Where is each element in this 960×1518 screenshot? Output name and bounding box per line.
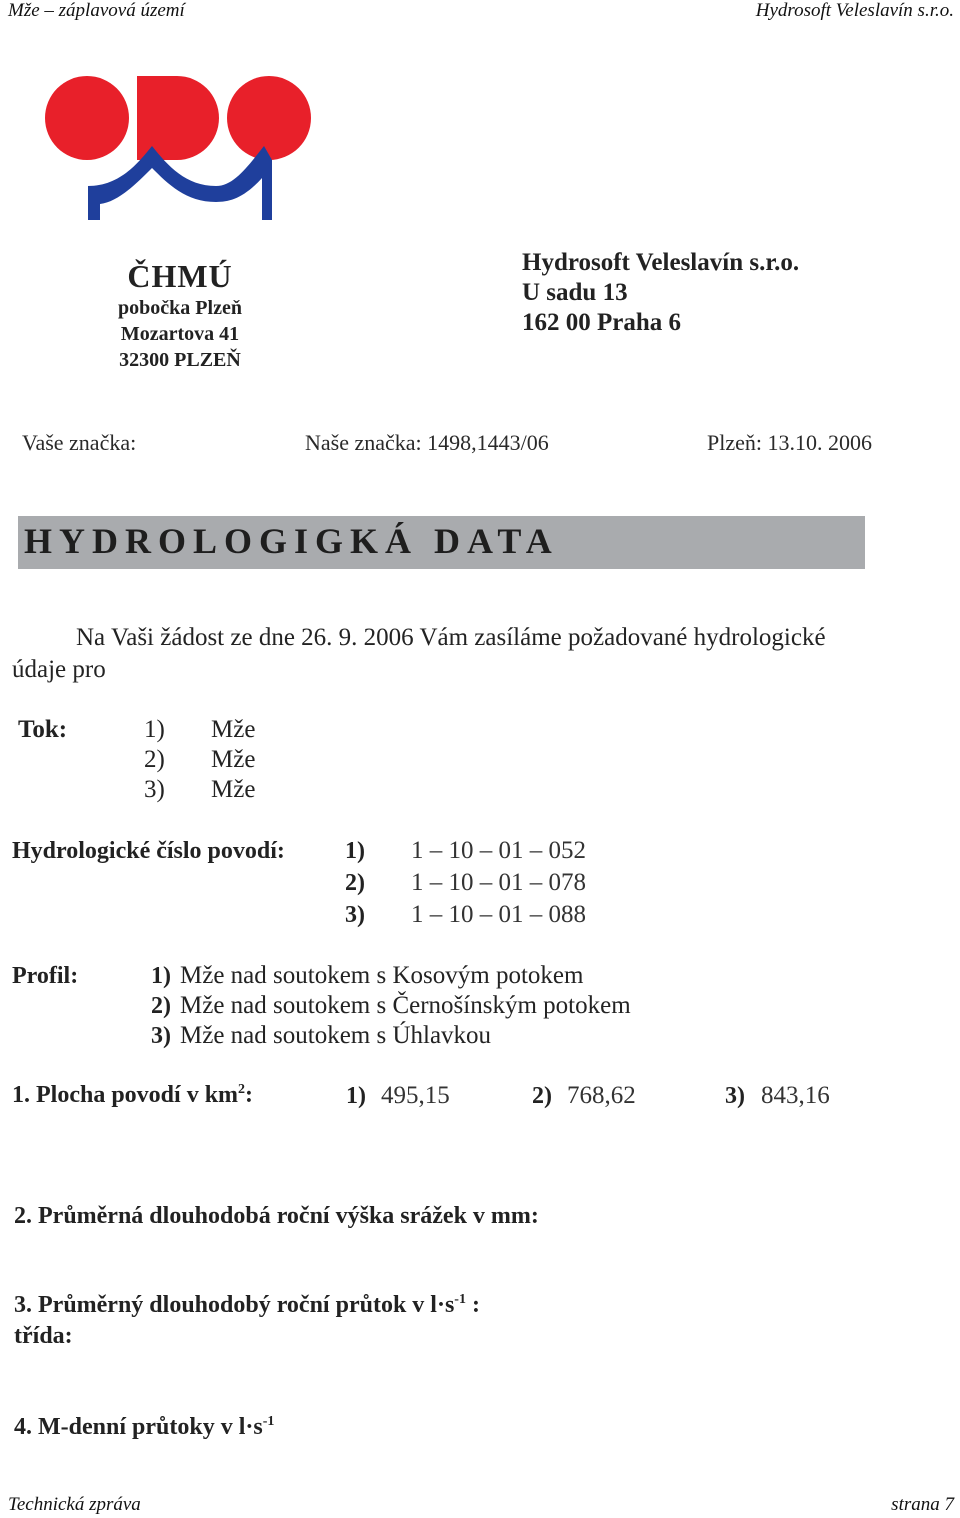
running-footer-right: strana 7	[891, 1494, 954, 1515]
tok-num-3: 3)	[144, 776, 165, 803]
plocha-num-1: 1)	[346, 1083, 366, 1109]
povodi-num-1: 1)	[345, 838, 365, 864]
profil-num-2: 2)	[151, 993, 171, 1019]
trida-label: třída:	[14, 1323, 73, 1349]
recipient-line-3: 162 00 Praha 6	[522, 309, 682, 336]
place-date: Plzeň: 13.10. 2006	[707, 430, 872, 455]
plocha-value-2: 768,62	[567, 1082, 636, 1109]
profil-value-1: Mže nad soutokem s Kosovým potokem	[180, 962, 584, 989]
recipient-block	[522, 248, 799, 338]
profil-label: Profil:	[12, 963, 79, 989]
running-header-left: Mže – záplavová území	[8, 0, 185, 21]
recipient-line-1: Hydrosoft Veleslavín s.r.o.	[522, 249, 800, 276]
title-band	[18, 516, 865, 569]
srazky-label: 2. Průměrná dlouhodobá roční výška srážek v mm:	[14, 1203, 539, 1229]
logo-middle-bar	[137, 76, 177, 160]
prutok-label	[14, 1292, 480, 1319]
prutok-label-text: 3. Průměrný dlouhodobý roční průtok v l·s	[14, 1292, 455, 1318]
org-name: ČHMÚ	[127, 258, 233, 294]
povodi-value-3: 1 – 10 – 01 – 088	[411, 901, 586, 928]
mdenni-label	[14, 1414, 274, 1441]
recipient-line-2: U sadu 13	[522, 279, 628, 306]
profil-value-3: Mže nad soutokem s Úhlavkou	[180, 1022, 492, 1049]
sender-block	[100, 258, 260, 373]
povodi-num-2: 2)	[345, 870, 365, 896]
plocha-value-1: 495,15	[381, 1082, 450, 1109]
povodi-label: Hydrologické číslo povodí:	[12, 838, 285, 864]
chmu-logo	[40, 70, 320, 230]
our-reference: Naše značka: 1498,1443/06	[305, 430, 549, 455]
povodi-num-3: 3)	[345, 902, 365, 928]
tok-value-2: Mže	[211, 746, 256, 773]
your-reference: Vaše značka:	[22, 430, 137, 455]
org-line-3: 32300 PLZEŇ	[119, 349, 241, 371]
tok-label: Tok:	[18, 716, 68, 743]
mdenni-label-text: 4. M-denní průtoky v l·s	[14, 1414, 263, 1440]
logo-left-circle	[45, 76, 129, 160]
plocha-label	[12, 1082, 253, 1109]
running-header-right: Hydrosoft Veleslavín s.r.o.	[755, 0, 954, 21]
intro-line-2: údaje pro	[12, 656, 106, 683]
povodi-value-1: 1 – 10 – 01 – 052	[411, 837, 586, 864]
prutok-label-colon: :	[465, 1292, 480, 1318]
plocha-num-2: 2)	[532, 1083, 552, 1109]
org-line-2: Mozartova 41	[120, 323, 240, 345]
plocha-label-colon: :	[245, 1082, 254, 1108]
mdenni-label-sup: -1	[262, 1414, 275, 1429]
tok-num-2: 2)	[144, 746, 165, 773]
profil-value-2: Mže nad soutokem s Černošínským potokem	[180, 992, 631, 1019]
running-footer-left: Technická zpráva	[8, 1494, 141, 1515]
plocha-value-3: 843,16	[761, 1082, 830, 1109]
tok-value-3: Mže	[211, 776, 256, 803]
profil-num-3: 3)	[151, 1023, 171, 1049]
plocha-label-text: 1. Plocha povodí v km	[12, 1082, 239, 1108]
profil-num-1: 1)	[151, 963, 171, 989]
tok-num-1: 1)	[144, 716, 165, 743]
plocha-label-sup: 2	[238, 1082, 246, 1097]
prutok-label-sup: -1	[454, 1292, 466, 1307]
org-line-1: pobočka Plzeň	[118, 297, 242, 319]
plocha-num-3: 3)	[725, 1083, 745, 1109]
document-title: HYDROLOGIGKÁ DATA	[24, 521, 559, 561]
intro-line-1: Na Vaši žádost ze dne 26. 9. 2006 Vám zasíláme požadované hydrologické	[76, 624, 826, 651]
logo-right-circle	[227, 76, 311, 160]
tok-value-1: Mže	[211, 716, 256, 743]
povodi-value-2: 1 – 10 – 01 – 078	[411, 869, 586, 896]
logo-middle-half	[177, 76, 219, 160]
